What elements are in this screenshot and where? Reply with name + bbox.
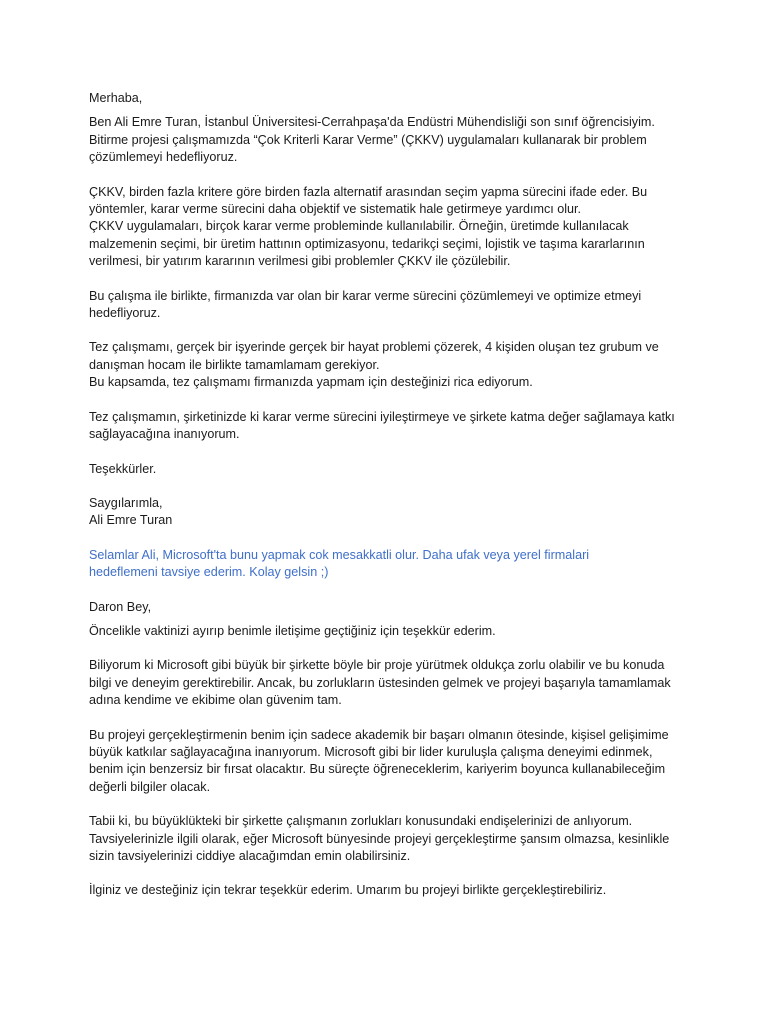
text-line: ÇKKV, birden fazla kritere göre birden fazla alternatif arasından seçim yapma sürecini ifade eder. Bu xyxy=(89,184,648,199)
text-line: Tabii ki, bu büyüklükteki bir şirkette çalışmanın zorlukları konusundaki endişelerinizi de anlıyorum. xyxy=(89,814,633,829)
text-line: Ben Ali Emre Turan, İstanbul Üniversitesi-Cerrahpaşa'da Endüstri Mühendisliği son sınıf öğrencisiyim. xyxy=(89,115,655,130)
text-line: Bu projeyi gerçekleştirmenin benim için sadece akademik bir başarı olmanın ötesinde, kişisel gelişimime xyxy=(89,727,669,742)
reply-paragraph xyxy=(89,547,681,582)
text-line: Teşekkürler. xyxy=(89,461,157,476)
intro-paragraph xyxy=(89,114,681,166)
text-line: Tavsiyelerinizle ilgili olarak, eğer Microsoft bünyesinde projeyi gerçekleştirme şansım olmazsa, kesinlikle xyxy=(89,831,670,846)
ckkv-paragraph xyxy=(89,184,681,271)
text-line: malzemenin seçimi, bir üretim hattının optimizasyonu, tedarikçi seçimi, lojistik ve taşıma kararlarının xyxy=(89,236,645,251)
text-line: büyük katkılar sağlayacağına inanıyorum. Microsoft gibi bir lider kuruluşla çalışma deneyimi edinmek, xyxy=(89,744,653,759)
belief-paragraph xyxy=(89,409,681,444)
response-paragraph-2 xyxy=(89,727,681,797)
text-line: adına kendime ve ekibime olan güvenim tam. xyxy=(89,693,342,708)
text-line: İlginiz ve desteğiniz için tekrar teşekkür ederim. Umarım bu projeyi birlikte gerçekleştirebiliriz. xyxy=(89,883,607,898)
text-line: hedefliyoruz. xyxy=(89,306,161,321)
text-line: ÇKKV uygulamaları, birçok karar verme probleminde kullanılabilir. Örneğin, üretimde kullanılacak xyxy=(89,219,629,234)
text-line: Merhaba, xyxy=(89,91,143,105)
text-line: danışman hocam ile birlikte tamamlamam gerekiyor. xyxy=(89,357,380,372)
response-paragraph-3 xyxy=(89,813,681,865)
text-line: Biliyorum ki Microsoft gibi büyük bir şirkette böyle bir proje yürütmek oldukça zorlu olabilir ve bu konuda xyxy=(89,658,665,673)
text-line: sizin tavsiyelerinizi ciddiye alacağımdan emin olabilirsiniz. xyxy=(89,849,411,863)
text-line: yöntemler, karar verme sürecini daha objektif ve sistematik hale getirmeye yardımcı olur. xyxy=(89,202,582,217)
text-line: Tez çalışmamı, gerçek bir işyerinde gerçek bir hayat problemi çözerek, 4 kişiden oluşan tez grubum ve xyxy=(89,340,659,355)
response-greeting xyxy=(89,599,681,616)
text-line: Bu çalışma ile birlikte, firmanızda var olan bir karar verme sürecini çözümlemeyi ve optimize etmeyi xyxy=(89,288,642,303)
text-line: bilgi ve deneyim gerektirebilir. Ancak, bu zorlukların üstesinden gelmek ve projeyi başarıyla tamamlamak xyxy=(89,675,671,690)
signature-block xyxy=(89,495,681,530)
response-opening xyxy=(89,623,681,640)
text-line: benim için benzersiz bir fırsat olacaktır. Bu süreçte öğreneceklerim, kariyerim boyunca kullanabileceğim xyxy=(89,762,666,777)
response-final xyxy=(89,882,681,899)
text-line: çözümlemeyi hedefliyoruz. xyxy=(89,150,238,165)
text-line: Öncelikle vaktinizi ayırıp benimle iletişime geçtiğiniz için teşekkür ederim. xyxy=(89,623,496,638)
signature-name: Ali Emre Turan xyxy=(89,513,173,528)
text-line: verilmesi, bir yatırım kararının verilmesi gibi problemler ÇKKV ile çözülebilir. xyxy=(89,254,511,269)
text-line: Daron Bey, xyxy=(89,599,152,614)
response-paragraph-1 xyxy=(89,657,681,709)
letter-page xyxy=(89,90,681,900)
reply-line: Selamlar Ali, Microsoft'ta bunu yapmak cok mesakkatli olur. Daha ufak veya yerel firmalari xyxy=(89,547,590,562)
text-line: Tez çalışmamın, şirketinizde ki karar verme sürecini iyileştirmeye ve şirkete katma değer sağlamaya katkı xyxy=(89,409,675,424)
closing-line: Saygılarımla, xyxy=(89,495,163,510)
letter-greeting xyxy=(89,90,681,107)
text-line: Bitirme projesi çalışmamızda “Çok Kriterli Karar Verme” (ÇKKV) uygulamaları kullanarak bir problem xyxy=(89,132,647,147)
thanks-line xyxy=(89,461,681,478)
text-line: değerli bilgiler olacak. xyxy=(89,779,211,794)
goal-paragraph xyxy=(89,288,681,323)
text-line: sağlayacağına inanıyorum. xyxy=(89,427,240,442)
reply-line: hedeflemeni tavsiye ederim. Kolay gelsin ;) xyxy=(89,565,329,580)
thesis-paragraph xyxy=(89,339,681,391)
text-line: Bu kapsamda, tez çalışmamı firmanızda yapmam için desteğinizi rica ediyorum. xyxy=(89,375,533,390)
